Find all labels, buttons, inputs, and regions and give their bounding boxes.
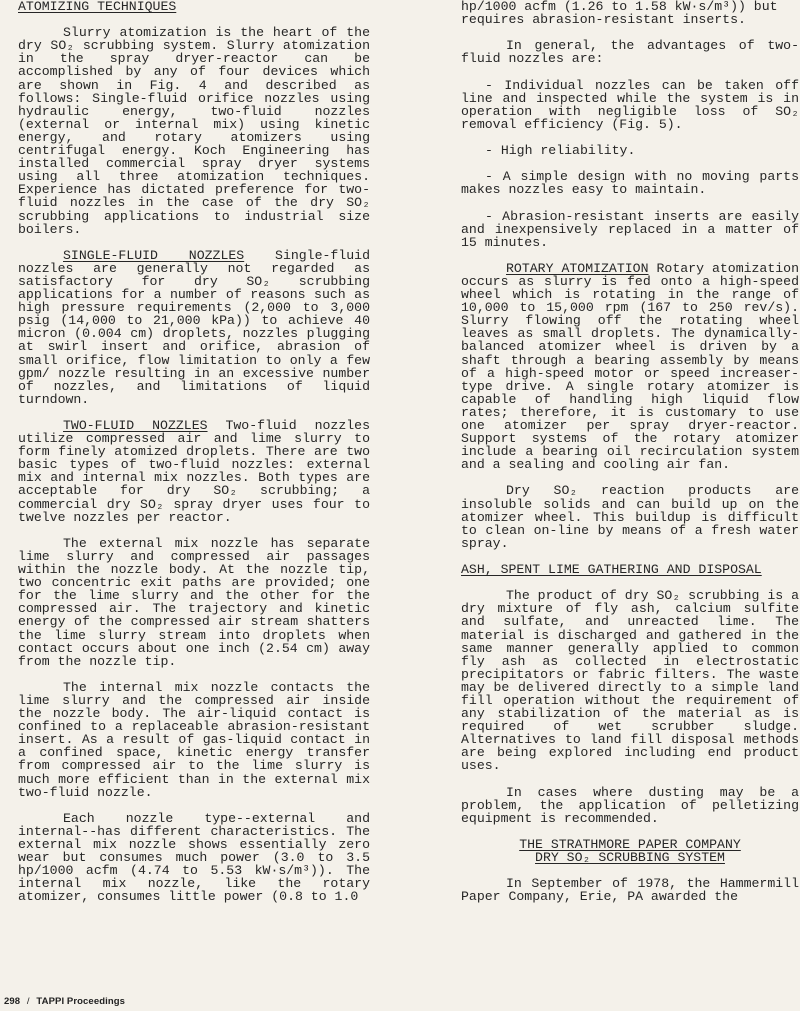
section-heading-ash-disposal: ASH, SPENT LIME GATHERING AND DISPOSAL [461, 562, 762, 578]
right-column [461, 0, 799, 903]
paragraph: In cases where dusting may be a problem, the application of pelletizing equipment is recommended. [461, 784, 799, 826]
paragraph-rotary [461, 262, 799, 472]
heading-line: DRY SO₂ SCRUBBING SYSTEM [535, 850, 725, 866]
left-column [18, 0, 370, 903]
paragraph: In general, the advantages of two-fluid nozzles are: [461, 38, 799, 67]
bullet-item: - Abrasion-resistant inserts are easily and inexpensively replaced in a matter of 15 minutes. [461, 208, 799, 250]
heading-line: THE STRATHMORE PAPER COMPANY [519, 837, 741, 852]
paragraph: In September of 1978, the Hammermill Paper Company, Erie, PA awarded the [461, 876, 799, 905]
paragraph: Each nozzle type--external and internal--has different characteristics. The external mix nozzle shows essentially zero wear but consumes much power (3.0 to 3.5 hp/1000 acfm (4.74 to 5.53 kW·s/m³)). The internal mix nozzle, like the rotary atomizer, consumes little power (0.8 to 1.0 [18, 810, 370, 905]
page-footer [4, 996, 125, 1007]
page-number: 298 [4, 996, 21, 1007]
bullet-item: - Individual nozzles can be taken off line and inspected while the system is in operation with negligible loss of SO₂ removal efficiency (Fig. 5). [461, 77, 799, 132]
subheading-rotary-atomization: ROTARY ATOMIZATION [506, 260, 649, 276]
paragraph-text: Single-fluid nozzles are generally not regarded as satisfactory for dry SO₂ scrubbing applications for a number of reasons such as high pressure requirements (2,000 to 3,000 psig (14,000 to 21,000 kPa)) to achieve 40 micron (0.004 cm) droplets, nozzles plugging at swirl insert and orifice, abrasion of small orifice, flow limitation to only a few gpm/ nozzle resulting in an excessive number of nozzles, and limitations of liquid turndown. [18, 247, 370, 407]
bullet-item: - High reliability. [485, 143, 636, 159]
paragraph: The external mix nozzle has separate lime slurry and compressed air passages within the nozzle body. At the nozzle tip, two concentric exit paths are provided; one for the lime slurry and the other for the compressed air. The trajectory and kinetic energy of the compressed air stream shatters the lime slurry stream into droplets when contact occurs about one inch (2.54 cm) away from the nozzle tip. [18, 535, 370, 669]
paragraph-two-fluid [18, 419, 370, 524]
subheading-single-fluid-nozzles: SINGLE-FLUID NOZZLES [63, 247, 245, 263]
paragraph-text: Two-fluid nozzles utilize compressed air and lime slurry to form finely atomized droplets. There are two basic types of two-fluid nozzles: external mix and internal mix nozzles. Both types are acceptable for dry SO₂ scrubbing; a commercial dry SO₂ spray dryer uses four to twelve nozzles per reactor. [18, 418, 370, 525]
paragraph: hp/1000 acfm (1.26 to 1.58 kW·s/m³)) but requires abrasion-resistant inserts. [461, 0, 778, 28]
bullet-item: - A simple design with no moving parts makes nozzles easy to maintain. [461, 169, 799, 198]
paragraph: The product of dry SO₂ scrubbing is a dry mixture of fly ash, calcium sulfite and sulfate, and unreacted lime. The material is discharged and gathered in the same manner generally applied to common fly ash as collected in electrostatic precipitators or fabric filters. The waste may be delivered directly to a simple land fill operation without the requirement of any stabilization of the material as is required of wet scrubber sludge. Alternatives to land fill disposal methods are being explored including end product uses. [461, 588, 799, 774]
section-heading-strathmore [461, 838, 799, 864]
subheading-two-fluid-nozzles: TWO-FLUID NOZZLES [63, 418, 208, 433]
journal-title: TAPPI Proceedings [36, 996, 126, 1007]
paragraph: The internal mix nozzle contacts the lime slurry and the compressed air inside the nozzle body. The air-liquid contact is confined to a replaceable abrasion-resistant insert. As a result of gas-liquid contact in a confined space, kinetic energy transfer from compressed air to the lime slurry is much more efficient than in the external mix two-fluid nozzle. [18, 679, 370, 800]
paragraph: Slurry atomization is the heart of the dry SO₂ scrubbing system. Slurry atomization in the spray dryer-reactor can be accomplished by any of four devices which are shown in Fig. 4 and described as follows: Single-fluid orifice nozzles using hydraulic energy, two-fluid nozzles (external or internal mix) using kinetic energy, and rotary atomizers using centrifugal energy. Koch Engineering has installed commercial spray dryer systems using all three atomization techniques. Experience has dictated preference for two-fluid nozzles in the case of the dry SO₂ scrubbing applications to industrial size boilers. [18, 25, 370, 237]
section-heading-atomizing-techniques: ATOMIZING TECHNIQUES [18, 0, 177, 14]
paragraph-single-fluid [18, 249, 370, 406]
footer-separator: / [26, 996, 30, 1007]
paragraph: Dry SO₂ reaction products are insoluble solids and can build up on the atomizer wheel. This buildup is difficult to clean on-line by means of a fresh water spray. [461, 483, 799, 551]
paragraph-text: Rotary atomization occurs as slurry is fed onto a high-speed wheel which is rotating in the range of 10,000 to 15,000 rpm (167 to 250 rev/s). Slurry flowing off the rotating wheel leaves as small droplets. The dynamically-balanced atomizer wheel is driven by a shaft through a bearing assembly by means of a high-speed motor or speed increaser-type drive. A single rotary atomizer is capable of handling high liquid flow rates; therefore, it is customary to use one atomizer per spray dryer-reactor. Support systems of the rotary atomizer include a bearing oil recirculation system and a sealing and cooling air fan. [461, 260, 800, 473]
